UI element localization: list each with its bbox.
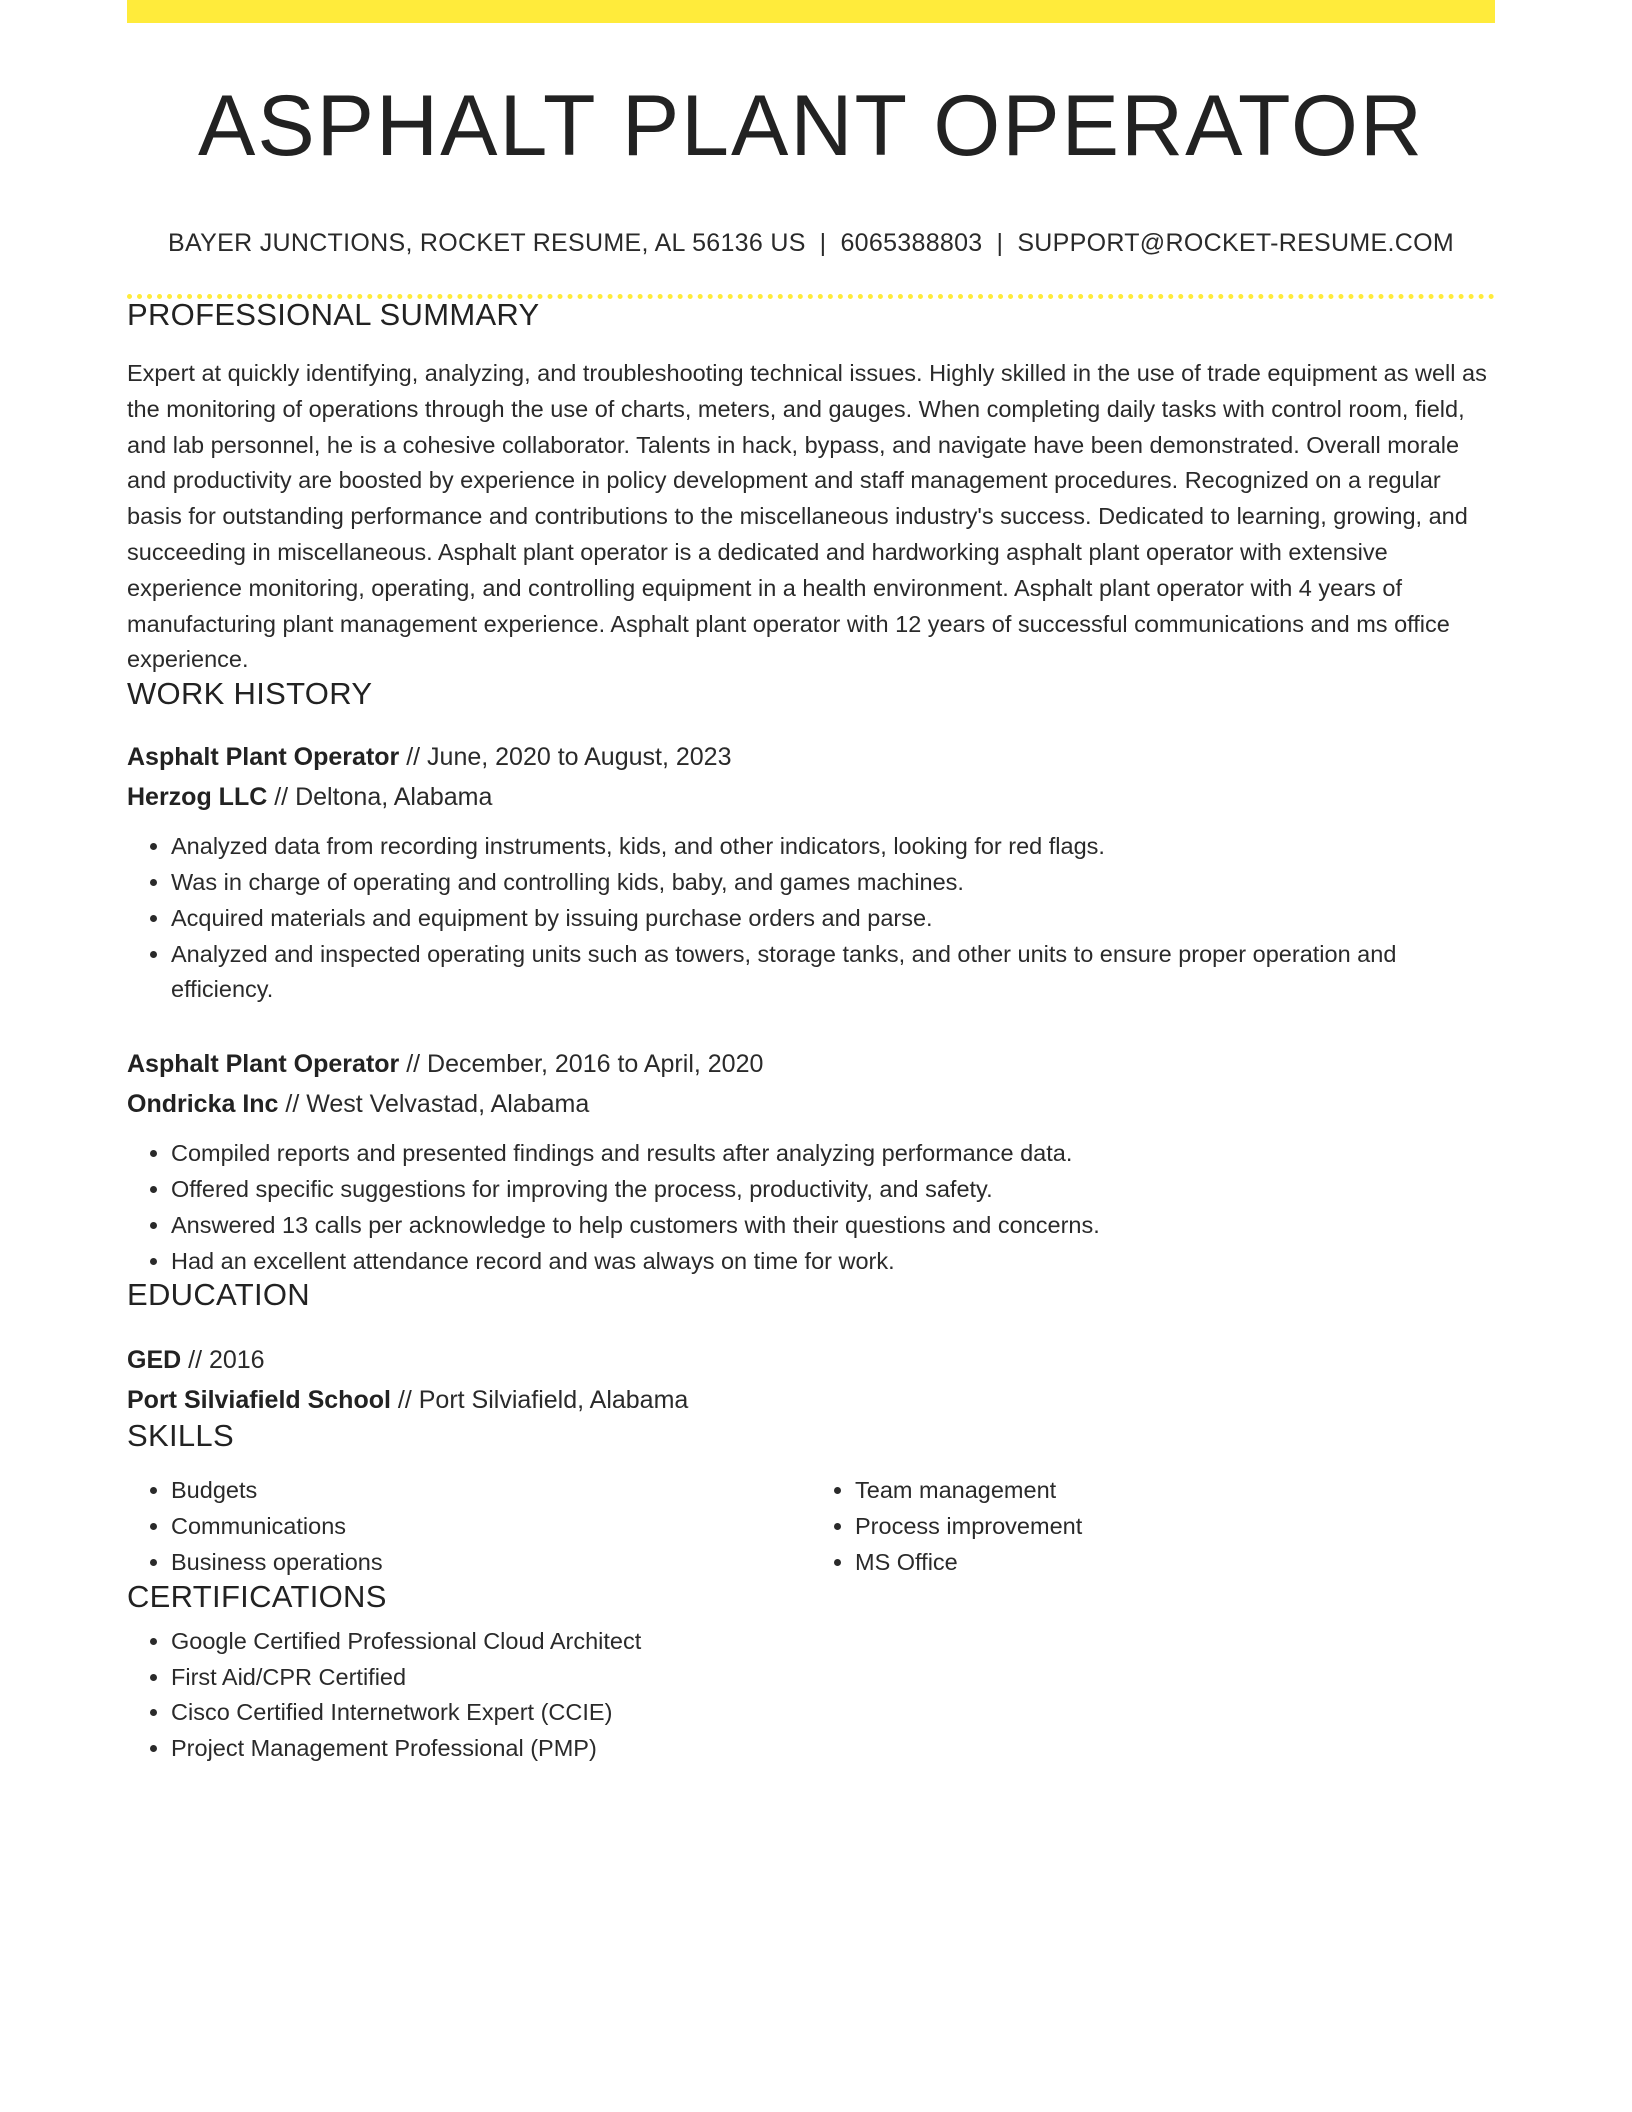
education-degree-line (127, 1340, 1495, 1380)
education-degree: GED (127, 1346, 182, 1375)
work-history-heading: WORK HISTORY (127, 676, 373, 712)
skills-heading: SKILLS (127, 1418, 234, 1454)
skill-item: • Process improvement (855, 1509, 1495, 1545)
skill-item: • Communications (171, 1509, 811, 1545)
certification-item: • Project Management Professional (PMP) (171, 1731, 1495, 1767)
accent-top-bar (127, 0, 1495, 23)
job-dates: // December, 2016 to April, 2020 (399, 1050, 764, 1079)
skill-item: • MS Office (855, 1545, 1495, 1581)
job-bullet: • Analyzed data from recording instruments, kids, and other indicators, looking for red flags. (171, 829, 1495, 865)
job-title-line (127, 737, 1495, 777)
contact-separator: | (819, 229, 827, 257)
certifications-list (127, 1624, 1495, 1767)
job-role: Asphalt Plant Operator (127, 1050, 400, 1079)
skills-right-list (811, 1473, 1495, 1580)
skills-columns (127, 1473, 1495, 1580)
job-bullet: • Answered 13 calls per acknowledge to help customers with their questions and concerns. (171, 1208, 1495, 1244)
summary-text: Expert at quickly identifying, analyzing, and troubleshooting technical issues. Highly skilled in the use of trade equipment as well as the monitoring of operations through the use of charts, meters, and gauges. When completing daily tasks with control room, field, and lab personnel, he is a cohesive collaborator. Talents in hack, bypass, and navigate have been demonstrated. Overall morale and productivity are boosted by experience in policy development and staff management procedures. Recognized on a regular basis for outstanding performance and contributions to the miscellaneous industry's success. Dedicated to learning, growing, and succeeding in miscellaneous. Asphalt plant operator is a dedicated and hardworking asphalt plant operator with extensive experience monitoring, operating, and controlling equipment in a health environment. Asphalt plant operator with 4 years of manufacturing plant management experience. Asphalt plant operator with 12 years of successful communications and ms office experience. (127, 360, 1487, 673)
job-company: Herzog LLC (127, 783, 268, 812)
job-entry (127, 1044, 1495, 1279)
job-bullet: • Acquired materials and equipment by issuing purchase orders and parse. (171, 901, 1495, 937)
certifications-heading: CERTIFICATIONS (127, 1578, 387, 1614)
certification-item: • First Aid/CPR Certified (171, 1660, 1495, 1696)
job-role: Asphalt Plant Operator (127, 743, 400, 772)
certification-item: • Google Certified Professional Cloud Architect (171, 1624, 1495, 1660)
job-location: // Deltona, Alabama (267, 783, 493, 812)
contact-phone: 6065388803 (840, 229, 983, 257)
skill-item: • Team management (855, 1473, 1495, 1509)
skills-left-list (127, 1473, 811, 1580)
education-year: // 2016 (181, 1346, 265, 1375)
candidate-name: ASPHALT PLANT OPERATOR (197, 78, 1425, 174)
contact-address: BAYER JUNCTIONS, ROCKET RESUME, AL 56136 US (168, 229, 806, 257)
summary-heading: PROFESSIONAL SUMMARY (127, 297, 540, 332)
contact-email: SUPPORT@ROCKET-RESUME.COM (1017, 229, 1454, 257)
resume-page (127, 0, 1495, 1767)
job-bullet: • Offered specific suggestions for improving the process, productivity, and safety. (171, 1172, 1495, 1208)
contact-separator: | (996, 229, 1004, 257)
education-school: Port Silviafield School (127, 1386, 391, 1415)
job-dates: // June, 2020 to August, 2023 (399, 743, 732, 772)
job-title-line (127, 1044, 1495, 1084)
education-heading: EDUCATION (127, 1277, 310, 1313)
skill-item: • Budgets (171, 1473, 811, 1509)
job-bullets (127, 1136, 1495, 1279)
skill-item: • Business operations (171, 1545, 811, 1581)
job-bullet: • Had an excellent attendance record and was always on time for work. (171, 1244, 1495, 1280)
job-entry (127, 737, 1495, 1008)
job-company: Ondricka Inc (127, 1090, 279, 1119)
education-entry (127, 1340, 1495, 1420)
job-location: // West Velvastad, Alabama (278, 1090, 590, 1119)
job-bullet: • Analyzed and inspected operating units such as towers, storage tanks, and other units to ensure proper operation and efficiency. (171, 937, 1495, 1009)
job-bullets (127, 829, 1495, 1008)
contact-line (127, 231, 1495, 256)
job-bullet: • Was in charge of operating and controlling kids, baby, and games machines. (171, 865, 1495, 901)
job-company-line (127, 1084, 1495, 1124)
certification-item: • Cisco Certified Internetwork Expert (CCIE) (171, 1695, 1495, 1731)
education-location: // Port Silviafield, Alabama (390, 1386, 689, 1415)
job-company-line (127, 777, 1495, 817)
job-bullet: • Compiled reports and presented findings and results after analyzing performance data. (171, 1136, 1495, 1172)
education-school-line (127, 1380, 1495, 1420)
